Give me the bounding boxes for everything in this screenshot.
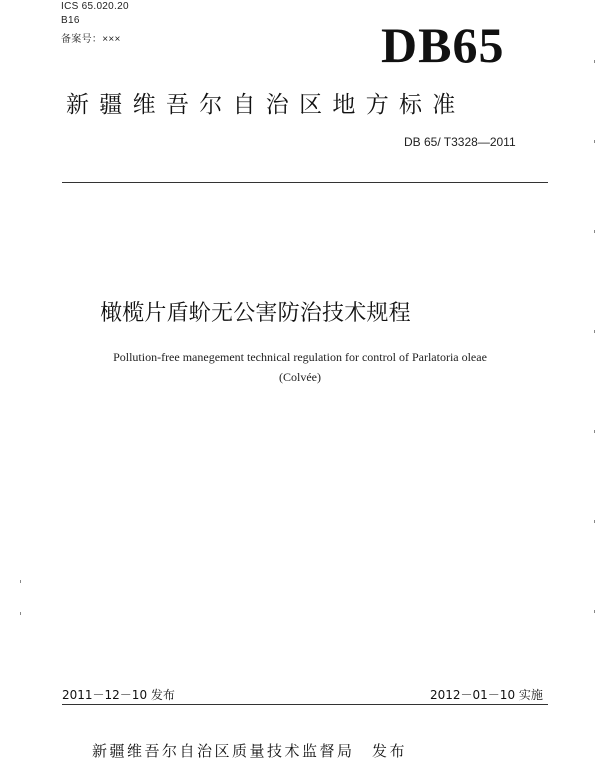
scan-speck <box>20 612 21 615</box>
footer-divider <box>62 704 548 705</box>
header-divider <box>62 182 548 183</box>
scan-speck <box>594 140 595 143</box>
scan-speck <box>594 60 595 63</box>
standard-logo: DB65 <box>381 17 505 73</box>
scan-speck <box>594 520 595 523</box>
document-title-english-line1: Pollution-free manegement technical regulation for control of Parlatoria oleae <box>113 350 487 364</box>
classification-code: B16 <box>61 15 80 26</box>
scan-speck <box>594 230 595 233</box>
filing-number: 备案号：××× <box>61 34 121 45</box>
ics-code: ICS 65.020.20 <box>61 1 129 12</box>
standard-type-heading: 新疆维吾尔自治区地方标准 <box>66 92 466 118</box>
document-title-english-line2: (Colvée) <box>279 370 321 384</box>
scan-speck <box>20 580 21 583</box>
issue-date: 2011－12－10 发布 <box>62 688 175 702</box>
scan-speck <box>594 430 595 433</box>
scan-speck <box>594 330 595 333</box>
document-title-chinese: 橄榄片盾蚧无公害防治技术规程 <box>100 301 411 326</box>
implementation-date: 2012－01－10 实施 <box>430 688 543 702</box>
standard-number: DB 65/ T3328—2011 <box>404 135 516 149</box>
scan-speck <box>594 610 595 613</box>
publisher-line: 新疆维吾尔自治区质量技术监督局 发布 <box>92 742 408 760</box>
